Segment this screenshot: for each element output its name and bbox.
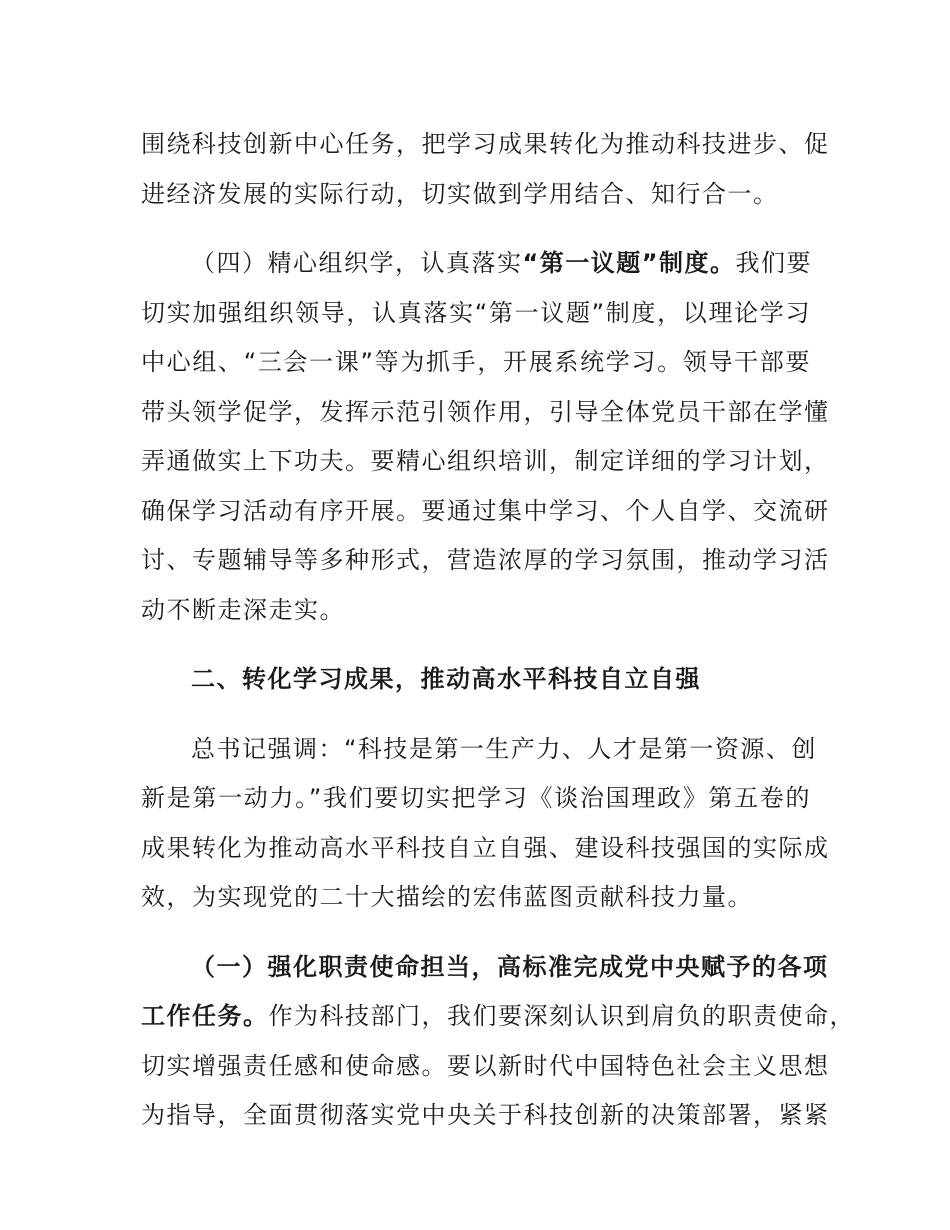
text-line: 切实增强责任感和使命感。要以新时代中国特色社会主义思想 <box>141 1051 830 1080</box>
text-line: 带头领学促学，发挥示范引领作用，引导全体党员干部在学懂 <box>141 397 830 426</box>
subheading-bold: 工作任务。 <box>141 1002 269 1030</box>
paragraph-3 <box>141 725 830 923</box>
text-line: 成果转化为推动高水平科技自立自强、建设科技强国的实际成 <box>141 833 830 862</box>
paragraph-4 <box>141 943 855 1141</box>
text-line: 确保学习活动有序开展。要通过集中学习、个人自学、交流研 <box>141 496 830 525</box>
section-heading: 二、转化学习成果，推动高水平科技自立自强 <box>191 665 701 693</box>
text-line: 弄通做实上下功夫。要精心组织培训，制定详细的学习计划， <box>141 447 830 475</box>
subheading-tail: 作为科技部门，我们要深刻认识到肩负的职责使命， <box>268 1002 855 1030</box>
text-line: 围绕科技创新中心任务，把学习成果转化为推动科技进步、促 <box>141 130 830 158</box>
text-line: 切实加强组织领导，认真落实“第一议题”制度，以理论学习 <box>141 298 811 327</box>
paragraph-2 <box>141 239 830 635</box>
text-line: 效，为实现党的二十大描绘的宏伟蓝图贡献科技力量。 <box>141 883 753 911</box>
text-line: 中心组、“三会一课”等为抓手，开展系统学习。领导干部要 <box>141 348 811 376</box>
document-body <box>141 120 855 1141</box>
text-line: 总书记强调：“科技是第一生产力、人才是第一资源、创 <box>191 734 817 763</box>
paragraph-1 <box>141 120 830 219</box>
text-line <box>141 992 855 1042</box>
text-line: 进经济发展的实际行动，切实做到学用结合、知行合一。 <box>141 179 779 208</box>
subheading-tail: 我们要 <box>735 249 813 277</box>
subheading-lead: （四）精心组织学，认真落实 <box>191 249 523 277</box>
text-line: 讨、专题辅导等多种形式，营造浓厚的学习氛围，推动学习活 <box>141 546 830 574</box>
text-line: 为指导，全面贯彻落实党中央关于科技创新的决策部署，紧紧 <box>141 1101 830 1129</box>
subheading-bold: “第一议题”制度。 <box>522 249 736 277</box>
text-line: 新是第一动力。”我们要切实把学习《谈治国理政》第五卷的 <box>141 784 811 812</box>
text-line: 动不断走深走实。 <box>141 595 345 624</box>
subheading-line: （一）强化职责使命担当，高标准完成党中央赋予的各项 <box>191 952 829 981</box>
text-line <box>141 239 811 289</box>
